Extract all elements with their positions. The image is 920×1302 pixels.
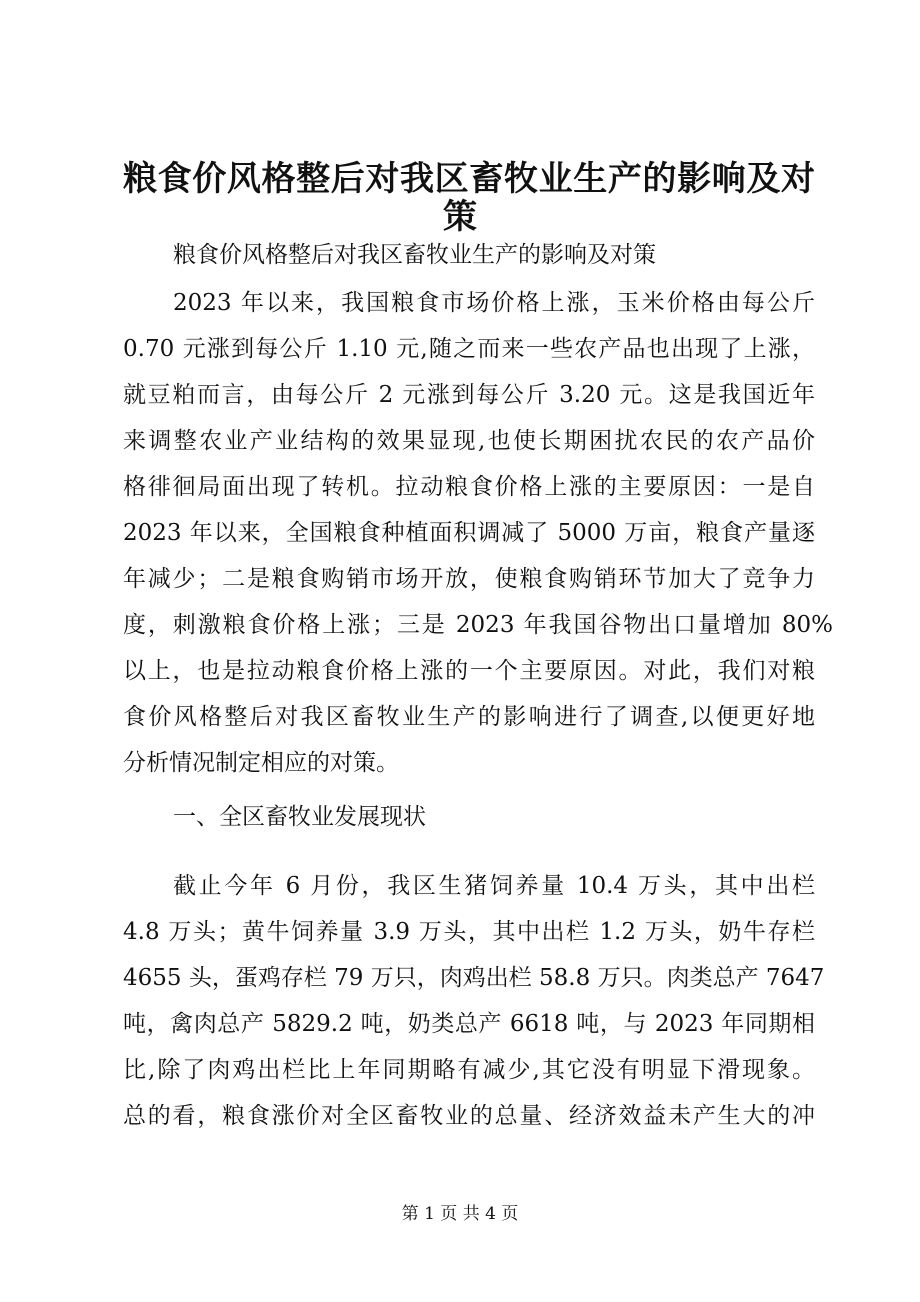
subtitle: 粮食价风格整后对我区畜牧业生产的影响及对策 xyxy=(173,242,656,268)
text-line: 2023 年以来，我国粮食市场价格上涨，玉米价格由每公斤 xyxy=(173,290,815,316)
text-line: 2023 年以来，全国粮食种植面积调减了 5000 万亩，粮食产量逐 xyxy=(123,520,815,546)
text-line: 食价风格整后对我区畜牧业生产的影响进行了调查,以便更好地 xyxy=(123,704,815,730)
section-heading: 一、全区畜牧业发展现状 xyxy=(173,804,426,830)
text-line: 格徘徊局面出现了转机。拉动粮食价格上涨的主要原因：一是自 xyxy=(123,474,815,500)
text-line: 总的看，粮食涨价对全区畜牧业的总量、经济效益未产生大的冲 xyxy=(123,1103,815,1129)
text-line: 0.70 元涨到每公斤 1.10 元,随之而来一些农产品也出现了上涨， xyxy=(123,336,815,362)
text-line: 分析情况制定相应的对策。 xyxy=(123,750,399,776)
text-line: 截止今年 6 月份，我区生猪饲养量 10.4 万头，其中出栏 xyxy=(173,873,815,899)
text-line: 来调整农业产业结构的效果显现,也使长期困扰农民的农产品价 xyxy=(123,428,815,454)
text-line: 度，刺激粮食价格上涨；三是 2023 年我国谷物出口量增加 80% xyxy=(123,612,833,638)
text-line: 年减少；二是粮食购销市场开放，使粮食购销环节加大了竞争力 xyxy=(123,566,815,592)
text-line: 以上，也是拉动粮食价格上涨的一个主要原因。对此，我们对粮 xyxy=(123,658,815,684)
text-line: 4.8 万头；黄牛饲养量 3.9 万头，其中出栏 1.2 万头，奶牛存栏 xyxy=(123,919,815,945)
text-line: 吨，禽肉总产 5829.2 吨，奶类总产 6618 吨，与 2023 年同期相 xyxy=(123,1011,815,1037)
page-footer: 第 1 页 共 4 页 xyxy=(401,1204,519,1224)
title-line-2: 策 xyxy=(443,197,477,237)
text-line: 4655 头，蛋鸡存栏 79 万只，肉鸡出栏 58.8 万只。肉类总产 7647 xyxy=(123,965,825,991)
text-line: 比,除了肉鸡出栏比上年同期略有减少,其它没有明显下滑现象。 xyxy=(123,1057,815,1083)
text-line: 就豆粕而言，由每公斤 2 元涨到每公斤 3.20 元。这是我国近年 xyxy=(123,382,815,408)
title-line-1: 粮食价风格整后对我区畜牧业生产的影响及对 xyxy=(123,159,815,199)
